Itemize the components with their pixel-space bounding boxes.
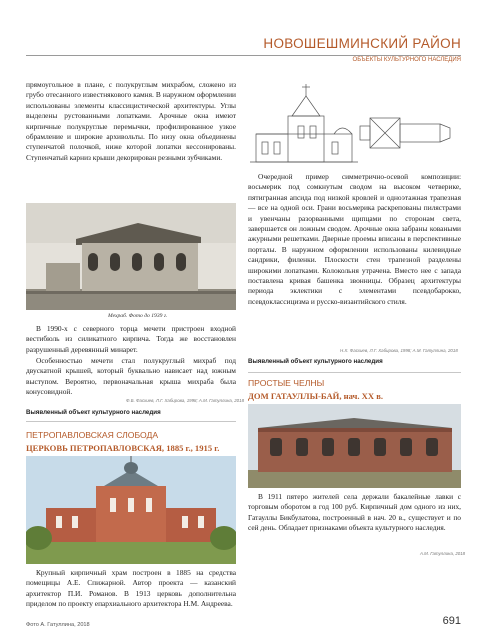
church-section-title: ЦЕРКОВЬ ПЕТРОПАВЛОВСКАЯ, 1885 г., 1915 г. — [26, 443, 220, 453]
house-village-name: ПРОСТЫЕ ЧЕЛНЫ — [248, 378, 325, 388]
church-village-name: ПЕТРОПАВЛОВСКАЯ СЛОБОДА — [26, 430, 159, 440]
mosque-photo-caption: Мехраб. Фото до 1939 г. — [108, 313, 168, 319]
mosque-section-rule — [26, 421, 236, 422]
church-description-paragraph: Очередной пример симметрично-осевой композиции: восьмерик под сомкнутым сводом на высоком четверике, пятигранная апсида под низкой кровлей и одноэтажная трапезная — все на одной оси. Грани восьмерика раскрепованы пилястрами и увенчаны разорванными щипцами по сторонам света, завершается он ложным сводом. Арочные окна забраны коваными ажурными решетками. Дверные проемы вписаны в перспективные порталы. В наружном оформлении использованы килевидные сандрики, филенки. Плоскости стен трапезной разделены широкими лопатками. Колокольня утрачена. Вместо нее с запада поставлена кривая башенка звонницы. Образец архитектуры периода эклектики с элементами псевдобарокко, псевдоклассицизма и русско-византийского стиля. — [248, 172, 461, 306]
footer-photo-credit: Фото А. Гатуллина, 2018 — [26, 622, 90, 628]
church-drawing — [248, 78, 461, 168]
mosque-paragraph-2: Особенностью мечети стал полукруглый михраб под двускатной крышей, который буквально нависает над южным выступом. Вероятно, первоначальная крыша михраба была конусовидной. — [26, 356, 236, 397]
church-photo-image — [26, 456, 236, 564]
house-section-title: ДОМ ГАТАУЛЛЫ-БАЙ, нач. XX в. — [248, 391, 384, 401]
house-history-paragraph: В 1911 пятеро жителей села держали бакалейные лавки с торговым оборотом в год 100 руб. Кирпичный дом одного из них, Гатауллы Бикбулатова, построенный в нач. 20 в., существует и по сей день. Обладает признаками объекта культурного наследия. — [248, 492, 461, 533]
church-heritage-status: Выявленный объект культурного наследия — [248, 358, 383, 365]
house-credit: А.М. Гатуллина, 2018 — [420, 551, 466, 556]
petropavlovsk-church-photo — [26, 456, 236, 564]
header-rule — [26, 55, 461, 56]
mosque-paragraph-1: В 1990-х с северного торца мечети пристроен входной вестибюль из силикатного кирпича. Тогда же восстановлен разрушенный деревянный минарет. — [26, 324, 236, 354]
right-section-rule — [248, 372, 461, 373]
region-subtitle: ОБЪЕКТЫ КУЛЬТУРНОГО НАСЛЕДИЯ — [352, 57, 461, 63]
region-title: НОВОШЕШМИНСКИЙ РАЙОН — [263, 36, 461, 51]
church-credit: Н.Х. Фасхиев, Л.Г. Хабирова, 1998; А.М. Гатуллина, 2018 — [340, 348, 458, 353]
mosque-photo-image — [26, 203, 236, 310]
church-elevation-drawing — [248, 78, 461, 168]
mosque-credit: Ф.Б. Фасхиев, Л.Г. Хабирова, 1998; А.М. Гатуллина, 2018 — [126, 398, 245, 403]
gataulla-house-photo — [248, 404, 461, 488]
intro-paragraph: прямоугольное в плане, с полукруглым михрабом, сложено из грубо отесанного известнякового камня. В наружном оформлении использованы элементы классицистической архитектуры. Углы выделены рустованными лопатками. Арочные окна имеют кирпичные полукруглые перемычки, профилированное узкое обрамление и широкие архивольты. По низу окна объединены ступенчатой полочкой, ниже которой лопатки кессонированы. Ступенчатый карниз крыши декорирован резными зубчиками. — [26, 80, 236, 162]
page-number: 691 — [442, 615, 461, 627]
mosque-heritage-status: Выявленный объект культурного наследия — [26, 409, 161, 416]
house-photo-image — [248, 404, 461, 488]
church-history-paragraph: Крупный кирпичный храм построен в 1885 на средства помещицы А.Е. Спижарной. Автор проекта — казанский архитектор П.И. Романов. В 1913 церковь дополнительна приделом по проекту епархиального архитектора Н.М. Андреева. — [26, 568, 236, 609]
mosque-photo — [26, 203, 236, 310]
